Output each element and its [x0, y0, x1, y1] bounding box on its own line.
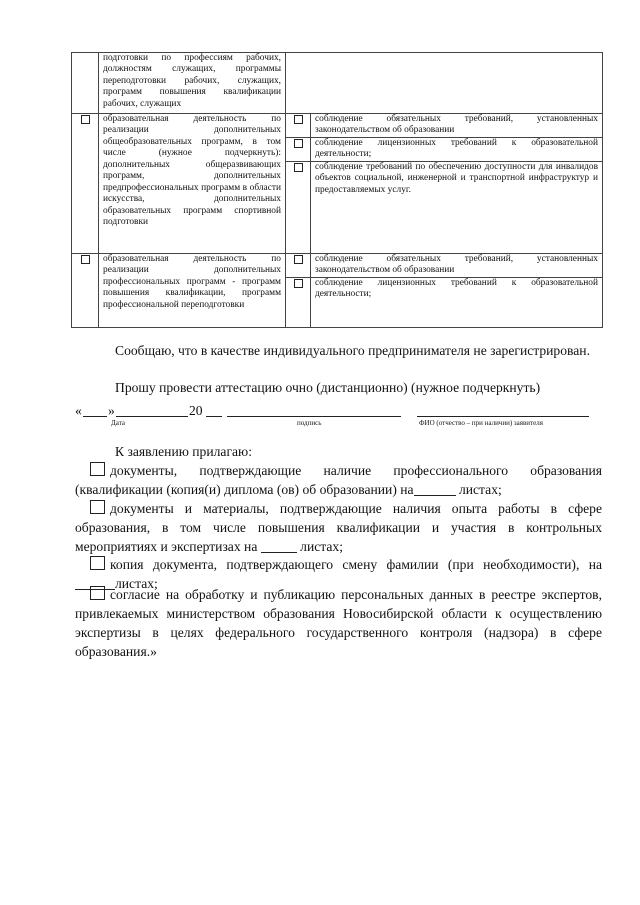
- attachment-item: [75, 461, 602, 499]
- checkbox-icon: [294, 115, 303, 124]
- activity-table: [71, 52, 603, 328]
- checkbox-icon: [294, 279, 303, 288]
- pages-field[interactable]: [261, 540, 297, 553]
- table-row: [72, 53, 603, 114]
- date-label: Дата: [111, 419, 125, 427]
- not-registered-statement: Сообщаю, что в качестве индивидуального предпринимателя не зарегистрирован.: [115, 343, 590, 358]
- attestation-request: Прошу провести аттестацию очно (дистанционно) (нужное подчеркнуть): [115, 380, 541, 395]
- attachment-suffix: листах;: [115, 576, 158, 591]
- activity-text: образовательная деятельность по реализации дополнительных профессиональных программ - программ повышения квалификации, программ профессиональной переподготовки: [99, 253, 286, 327]
- fio-field[interactable]: [417, 416, 589, 417]
- pages-field[interactable]: [414, 483, 456, 496]
- table-row: [72, 253, 603, 277]
- signature-label: подпись: [297, 419, 322, 427]
- requirement-checkbox[interactable]: [286, 161, 311, 253]
- checkbox-icon[interactable]: [90, 586, 105, 600]
- checkbox-icon: [81, 115, 90, 124]
- attachment-item: [75, 585, 602, 661]
- signature-row: [75, 403, 602, 429]
- requirement-text: соблюдение требований по обеспечению доступности для инвалидов объектов социальной, инженерной и транспортной инфраструктур и предоставляемых услуг.: [311, 161, 603, 253]
- attachment-text: согласие на обработку и публикацию персональных данных в реестре экспертов, привлекаемых министерством образования Новосибирской области к осуществлению экспертизы в целях федерального государственного контроля (надзора) в сфере образования.»: [75, 587, 602, 659]
- attachment-suffix: листах;: [300, 539, 343, 554]
- attachment-suffix: листах;: [458, 482, 502, 497]
- year-field[interactable]: [206, 416, 222, 417]
- attachment-text: документы и материалы, подтверждающие наличия опыта работы в сфере образования, в том числе повышения квалификации и участия в контрольных мероприятиях и экспертизах на: [75, 501, 602, 554]
- requirement-text: соблюдение обязательных требований, установленных законодательством об образовании: [311, 253, 603, 277]
- activity-text: образовательная деятельность по реализации дополнительных общеобразовательных программ, в том числе (нужное подчеркнуть): дополнительных общеразвивающих программ, дополнительных предпрофессиональных программ в области искусства, дополнительных образовательных программ спортивной подготовки: [99, 114, 286, 254]
- checkbox-icon: [294, 255, 303, 264]
- requirement-text: соблюдение лицензионных требований к образовательной деятельности;: [311, 277, 603, 327]
- attachment-text: копия документа, подтверждающего смену фамилии (при необходимости), на: [110, 557, 602, 572]
- attachments-heading: К заявлению прилагаю:: [115, 444, 252, 459]
- attachment-text: документы, подтверждающие наличие профессионального образования (квалификации (копия(и) диплома (ов) об образовании) на: [75, 463, 602, 497]
- fio-label: ФИО (отчество – при наличии) заявителя: [419, 419, 543, 427]
- quote-close: »: [108, 403, 115, 418]
- checkbox-icon: [81, 255, 90, 264]
- checkbox-icon[interactable]: [90, 500, 105, 514]
- day-field[interactable]: [83, 416, 107, 417]
- quote-open: «: [75, 403, 82, 418]
- table-row: [72, 114, 603, 138]
- requirement-checkbox[interactable]: [286, 114, 311, 138]
- requirement-checkbox[interactable]: [286, 253, 311, 277]
- attachment-item: [75, 499, 602, 556]
- table-cell-empty: [72, 53, 99, 114]
- signature-field[interactable]: [227, 416, 401, 417]
- table-cell-empty: [286, 53, 603, 114]
- requirement-checkbox[interactable]: [286, 277, 311, 327]
- checkbox-icon[interactable]: [90, 556, 105, 570]
- checkbox-icon: [294, 139, 303, 148]
- checkbox-icon[interactable]: [90, 462, 105, 476]
- row-checkbox[interactable]: [72, 253, 99, 327]
- requirement-checkbox[interactable]: [286, 137, 311, 161]
- program-text: подготовки по профессиям рабочих, должностям служащих, программы переподготовки рабочих, служащих, программ повышения квалификации рабочих, служащих: [99, 53, 286, 114]
- year-prefix: 20: [189, 403, 203, 418]
- requirement-text: соблюдение обязательных требований, установленных законодательством об образовании: [311, 114, 603, 138]
- requirement-text: соблюдение лицензионных требований к образовательной деятельности;: [311, 137, 603, 161]
- month-field[interactable]: [116, 416, 188, 417]
- row-checkbox[interactable]: [72, 114, 99, 254]
- checkbox-icon: [294, 163, 303, 172]
